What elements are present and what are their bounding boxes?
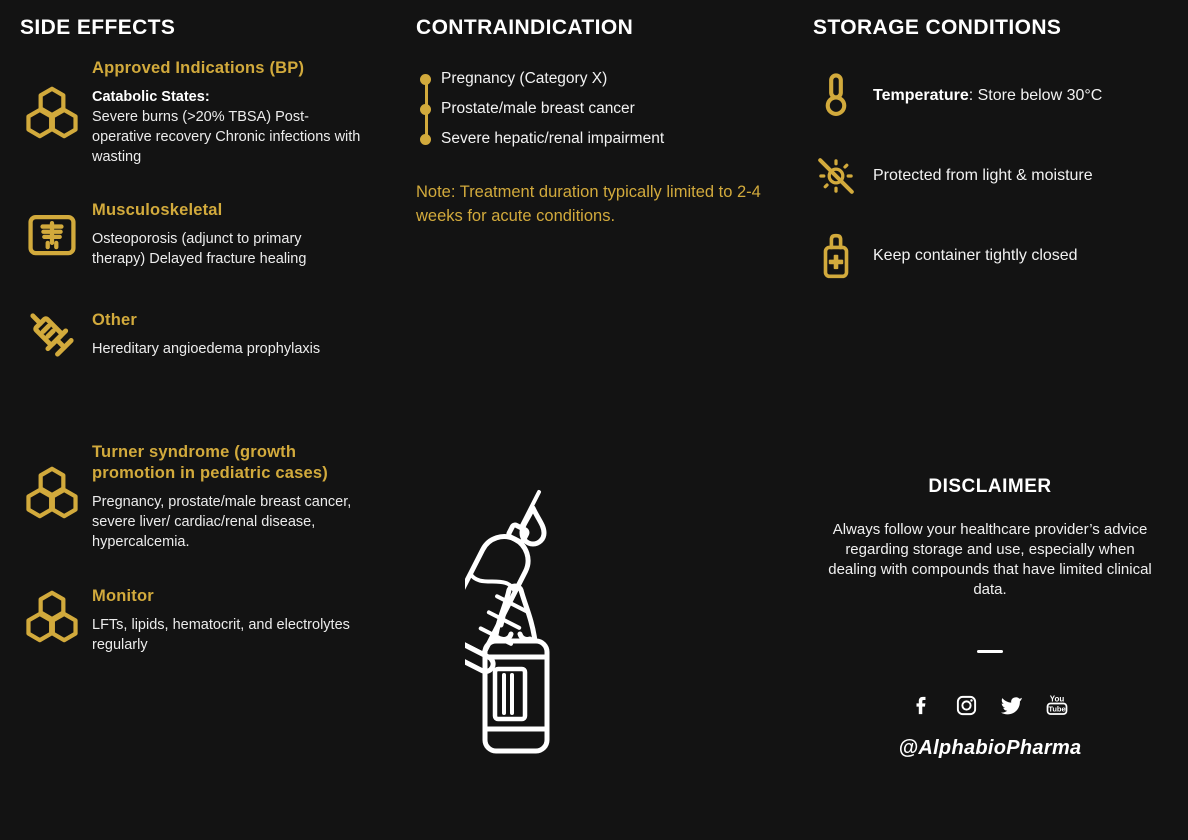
disclaimer-section: [815, 476, 1165, 760]
item-heading: Turner syndrome (growth promotion in pediatric cases): [92, 443, 328, 482]
social-links: [815, 693, 1165, 717]
contraindication-section: [416, 16, 786, 228]
container-icon: [813, 230, 859, 282]
twitter-icon[interactable]: [1000, 695, 1023, 715]
facebook-icon[interactable]: [911, 693, 933, 717]
no-light-icon: [813, 153, 859, 199]
item-body: Hereditary angioedema prophylaxis: [92, 341, 321, 357]
side-effects-title: SIDE EFFECTS: [20, 16, 176, 39]
ampoule-syringe-illustration: [465, 478, 715, 773]
item-body: Pregnancy, prostate/male breast cancer, severe liver/ cardiac/renal disease, hypercalcemia.: [92, 494, 352, 550]
list-item: Pregnancy (Category X): [416, 64, 786, 94]
item-body: LFTs, lipids, hematocrit, and electrolytes regularly: [92, 617, 350, 653]
storage-row: [813, 70, 1173, 122]
xray-icon: [20, 212, 84, 260]
honeycomb-icon: [20, 86, 84, 146]
disclaimer-body: Always follow your healthcare provider’s advice regarding storage and use, especially when dealing with compounds that have limited clinical data.: [828, 521, 1152, 598]
honeycomb-icon: [20, 466, 84, 526]
side-effect-item: [20, 310, 400, 359]
item-heading: Monitor: [92, 587, 154, 605]
list-item: Severe hepatic/renal impairment: [416, 124, 786, 154]
bullet-dot-icon: [420, 134, 431, 145]
side-effect-item: [20, 200, 400, 269]
item-body: Osteoporosis (adjunct to primary therapy) Delayed fracture healing: [92, 231, 307, 267]
youtube-icon[interactable]: [1045, 693, 1069, 717]
item-heading: Other: [92, 311, 138, 329]
bullet-dot-icon: [420, 104, 431, 115]
svg-text:You: You: [1049, 694, 1065, 704]
item-subheading: Catabolic States:: [92, 89, 210, 105]
storage-text: Temperature: Store below 30°C: [873, 87, 1103, 104]
svg-text:Tube: Tube: [1048, 704, 1066, 714]
contraindication-title: CONTRAINDICATION: [416, 16, 634, 39]
honeycomb-icon: [20, 590, 84, 650]
storage-text: Protected from light & moisture: [873, 167, 1093, 184]
storage-text: Keep container tightly closed: [873, 247, 1078, 264]
side-effect-item: [20, 442, 400, 552]
bullet-dot-icon: [420, 74, 431, 85]
item-heading: Approved Indications (BP): [92, 59, 305, 77]
note-text: Note: Treatment duration typically limited to 2-4 weeks for acute conditions.: [416, 183, 761, 225]
storage-title: STORAGE CONDITIONS: [813, 16, 1062, 39]
side-effect-item: [20, 586, 400, 655]
disclaimer-title: DISCLAIMER: [928, 476, 1052, 497]
social-handle: @AlphabioPharma: [898, 737, 1082, 759]
list-item: Prostate/male breast cancer: [416, 94, 786, 124]
storage-row: [813, 230, 1173, 282]
divider: [977, 650, 1003, 653]
side-effect-item: [20, 58, 400, 167]
item-heading: Musculoskeletal: [92, 201, 223, 219]
thermometer-icon: [813, 71, 859, 121]
instagram-icon[interactable]: [955, 694, 978, 717]
contraindication-list: [416, 64, 786, 154]
storage-row: [813, 150, 1173, 202]
syringe-icon: [20, 304, 84, 366]
item-body: Severe burns (>20% TBSA) Post-operative recovery Chronic infections with wasting: [92, 109, 361, 165]
